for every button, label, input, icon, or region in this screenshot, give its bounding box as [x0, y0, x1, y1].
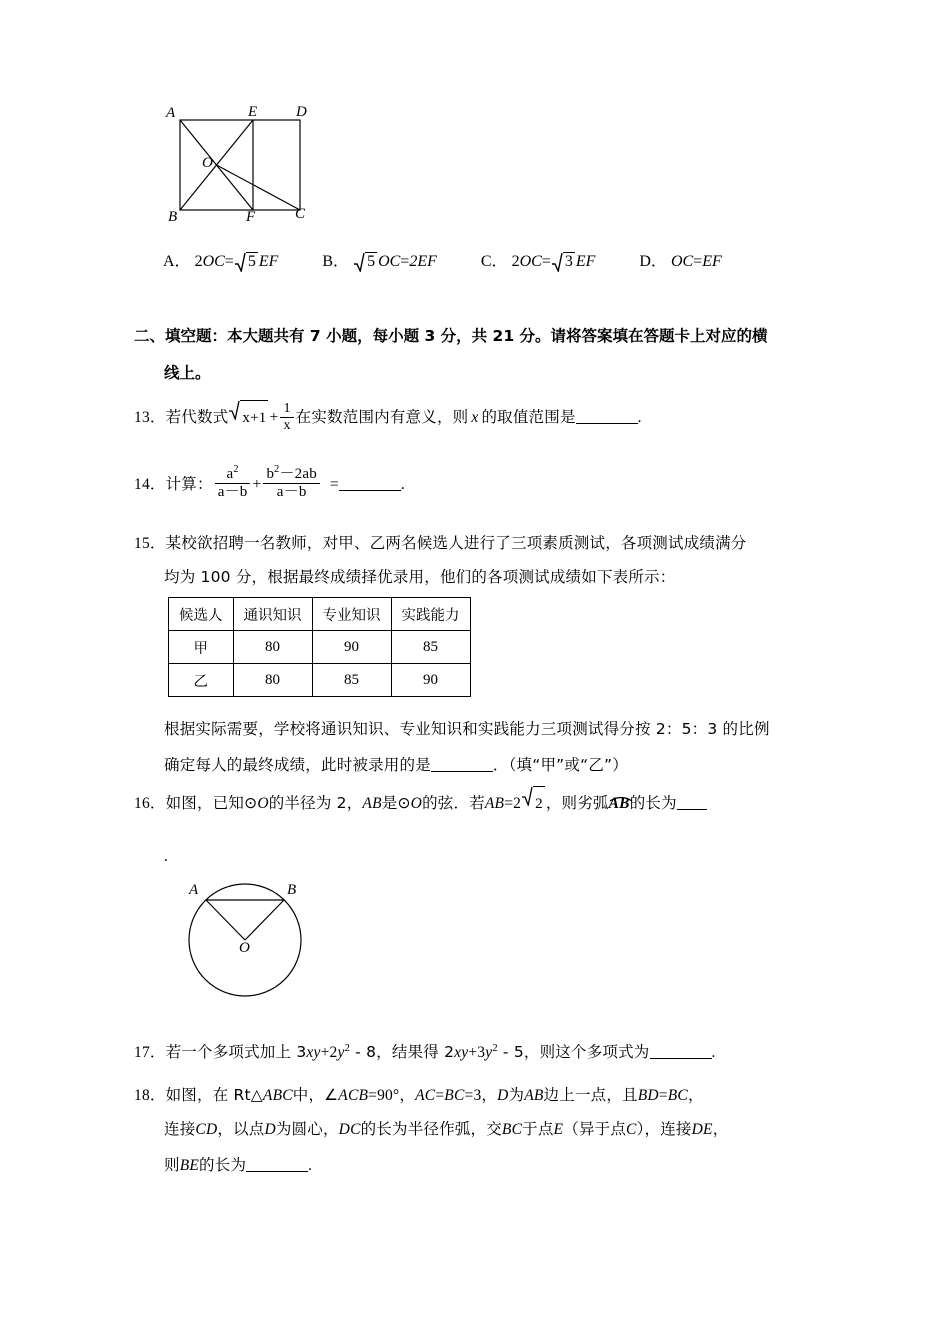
q16-mid3: 的弦．若	[422, 794, 485, 812]
q16-lead: 如图，已知⊙	[165, 794, 258, 812]
q13-lead: 若代数式	[165, 408, 229, 426]
question-16-period: .	[164, 848, 169, 865]
choice-b-radicand: 5	[367, 253, 376, 270]
q18-l3-a: 则	[164, 1156, 180, 1174]
table-row	[169, 631, 471, 664]
question-13	[134, 400, 642, 435]
table-row	[169, 664, 471, 697]
q16-number: 16．	[134, 795, 166, 812]
circle-label-B: B	[287, 882, 297, 898]
q18-l2-o: ，	[712, 1120, 729, 1138]
rect-label-B: B	[168, 209, 178, 225]
choice-c-term1: OC	[519, 253, 542, 270]
q16-radical	[522, 786, 545, 821]
q14-frac1-numerator	[215, 466, 251, 483]
choice-c[interactable]	[481, 248, 596, 271]
choice-d-term2: EF	[702, 253, 722, 270]
q18-l2-k: （异于点	[563, 1120, 627, 1138]
q18-l1-i: =3，	[464, 1087, 498, 1104]
q18-segment-cd: CD	[195, 1121, 218, 1138]
q18-number: 18．	[134, 1087, 166, 1104]
q17-plus-2: +3	[468, 1044, 486, 1061]
q14-fraction-1	[215, 466, 251, 501]
q18-segment-bc-3: BC	[501, 1121, 523, 1138]
q16-mid4: ，则劣弧	[545, 794, 609, 812]
q18-segment-de: DE	[691, 1121, 713, 1138]
q18-l2-m: ），连接	[636, 1120, 692, 1138]
row-jia-professional: 90	[312, 631, 391, 664]
q14-plus: +	[252, 475, 262, 493]
q18-l1-o: =	[658, 1087, 668, 1104]
radical-tick-icon	[235, 252, 246, 271]
q13-variable: x	[471, 409, 479, 426]
q18-point-e: E	[553, 1121, 564, 1138]
choice-c-coef: 2	[511, 253, 520, 270]
choice-a-term2: EF	[258, 253, 279, 270]
q16-chord-ab-1: AB	[362, 795, 382, 812]
q14-frac1-num-base: a	[226, 466, 234, 482]
candidate-scores-table	[168, 597, 471, 697]
radical-tick-icon	[229, 400, 240, 435]
circle-label-A: A	[189, 882, 199, 898]
rect-label-C: C	[295, 206, 306, 222]
q17-plus-1: +2	[320, 1044, 338, 1061]
q13-fraction	[280, 401, 293, 433]
q17-exponent-2: 2	[492, 1042, 498, 1054]
q17-number: 17．	[134, 1044, 166, 1061]
q14-answer-blank[interactable]	[339, 475, 401, 491]
question-15-line3: 根据实际需要，学校将通识知识、专业知识和实践能力三项测试得分按 2：5：3 的比例	[164, 720, 770, 738]
q13-plus: +	[269, 409, 279, 426]
q18-segment-ac: AC	[415, 1087, 436, 1104]
choice-a-term1: OC	[202, 253, 225, 270]
q13-radical	[229, 400, 268, 435]
q13-number: 13．	[134, 409, 166, 426]
q18-triangle-abc: ABC	[262, 1087, 293, 1104]
q14-frac2-num-base: b	[266, 466, 275, 482]
rect-label-O: O	[202, 155, 213, 171]
q18-segment-bc-2: BC	[667, 1087, 688, 1104]
rect-label-F: F	[246, 209, 256, 225]
question-18-line2	[164, 1112, 728, 1147]
choice-c-rel: =	[541, 253, 551, 270]
q18-point-c: C	[626, 1121, 637, 1138]
q16-circle-o-2: O	[410, 795, 423, 812]
question-17	[134, 1035, 716, 1070]
choice-b-term1: OC	[378, 253, 401, 270]
q17-term-y-2: y	[485, 1044, 493, 1061]
choice-a-rel: =	[224, 253, 234, 270]
q18-l1-k: 为	[508, 1086, 525, 1104]
table-header-professional-knowledge: 专业知识	[312, 598, 391, 631]
choice-b-label: B．	[322, 253, 350, 270]
q13-tail2: 的取值范围是	[481, 408, 576, 426]
row-jia-practical: 85	[391, 631, 470, 664]
rect-label-E: E	[248, 104, 258, 120]
q18-l2-c: ，以点	[217, 1120, 265, 1138]
table-header-general-knowledge: 通识知识	[233, 598, 312, 631]
q18-segment-bd: BD	[637, 1087, 659, 1104]
question-15-line2: 均为 100 分，根据最终成绩择优录用，他们的各项测试成绩如下表所示：	[164, 568, 676, 586]
q14-lead: 计算：	[165, 474, 213, 493]
q13-radicand: x+1	[240, 400, 268, 435]
q17-answer-blank[interactable]	[650, 1043, 712, 1059]
row-yi-professional: 85	[312, 664, 391, 697]
radical-tick-icon	[354, 252, 365, 271]
q18-l2-g: 的长为半径作弧，交	[360, 1120, 502, 1138]
q18-angle-acb: ACB	[338, 1087, 369, 1104]
q18-l1-q: ，	[687, 1086, 704, 1104]
q14-frac2-num-rest: －2ab	[279, 466, 317, 482]
q17-term-xy-1: xy	[306, 1044, 321, 1061]
q14-frac2-num-exponent: 2	[274, 464, 280, 475]
q13-tail: 在实数范围内有意义，则	[295, 408, 469, 426]
q13-answer-blank[interactable]	[576, 408, 638, 424]
q17-term-y-1: y	[337, 1044, 345, 1061]
q16-answer-blank[interactable]	[677, 794, 707, 810]
q18-l2-i: 于点	[522, 1120, 554, 1138]
choice-a-label: A．	[163, 253, 191, 270]
rectangle-figure-svg	[160, 105, 360, 230]
q14-frac2-denominator: a－b	[263, 483, 319, 501]
choice-b-radical	[354, 252, 377, 271]
q14-frac2-numerator	[263, 466, 319, 483]
q16-equals: =2	[504, 795, 522, 812]
q16-circle-o-1: O	[257, 795, 269, 812]
q14-number: 14．	[134, 475, 166, 493]
q14-frac1-denominator: a－b	[215, 483, 251, 501]
arc-overline-icon	[609, 781, 630, 787]
q18-segment-ab: AB	[524, 1087, 544, 1104]
q16-tail: 的长为	[629, 794, 677, 812]
question-16	[134, 786, 707, 821]
section-heading-line2: 线上。	[164, 364, 211, 382]
q18-l1-c: 中，∠	[292, 1086, 339, 1104]
q17-minus-2: - 5，则这个多项式为	[497, 1043, 650, 1061]
choices-row	[163, 248, 903, 271]
choice-d-term1: OC	[670, 253, 694, 270]
table-header-row	[169, 598, 471, 631]
q18-l2-e: 为圆心，	[275, 1120, 339, 1138]
choice-d-label: D．	[639, 253, 667, 270]
q18-answer-blank[interactable]	[246, 1156, 308, 1172]
radical-tick-icon	[552, 252, 563, 271]
q13-period: .	[637, 409, 642, 426]
q18-l1-e: =90°，	[368, 1087, 416, 1104]
circle-figure	[165, 862, 365, 1022]
row-yi-general: 80	[233, 664, 312, 697]
q14-frac1-num-exponent: 2	[233, 464, 239, 475]
rect-label-D: D	[296, 104, 307, 120]
q17-term-xy-2: xy	[454, 1044, 469, 1061]
q16-mid2: 是⊙	[381, 794, 411, 812]
q16-chord-ab-2: AB	[484, 795, 505, 812]
q15-line1-text: 某校欲招聘一名教师，对甲、乙两名候选人进行了三项素质测试，各项测试成绩满分	[165, 534, 747, 552]
choice-a-radicand: 5	[247, 253, 256, 270]
q16-arc-label: AB	[608, 795, 630, 812]
q15-line4-lead: 确定每人的最终成绩，此时被录用的是	[164, 756, 431, 774]
q17-period: .	[711, 1044, 716, 1061]
choice-c-label: C．	[480, 253, 508, 270]
table-header-candidate: 候选人	[169, 598, 234, 631]
section-heading-line1: 二、填空题：本大题共有 7 小题，每小题 3 分，共 21 分。请将答案填在答题卡上对应的横	[134, 327, 768, 345]
choice-d-rel: =	[693, 253, 703, 270]
q18-l1-g: =	[435, 1087, 445, 1104]
radical-tick-icon	[522, 786, 533, 821]
q14-period: .	[400, 475, 405, 493]
row-yi-name: 乙	[169, 664, 234, 697]
question-15-line1	[134, 526, 747, 561]
q18-l1-m: 边上一点，且	[543, 1086, 638, 1104]
choice-b[interactable]	[322, 248, 437, 271]
q18-point-d-2: D	[264, 1121, 276, 1138]
q13-frac-denominator: x	[280, 417, 293, 434]
choice-b-term2: 2EF	[409, 253, 437, 270]
q14-fraction-2	[263, 466, 319, 501]
q15-answer-blank[interactable]	[431, 756, 493, 772]
rectangle-figure	[160, 105, 360, 230]
choice-b-rel: =	[400, 253, 410, 270]
circle-label-O: O	[239, 940, 250, 956]
choice-c-radical	[552, 252, 575, 271]
q17-lead: 若一个多项式加上 3	[165, 1043, 307, 1061]
choice-d[interactable]	[639, 248, 721, 271]
row-yi-practical: 90	[391, 664, 470, 697]
table-header-practical-ability: 实践能力	[391, 598, 470, 631]
choice-a[interactable]	[163, 248, 278, 271]
rect-label-A: A	[166, 105, 176, 121]
q16-arc-ab	[609, 786, 630, 821]
q18-period: .	[308, 1157, 313, 1174]
q17-exponent-1: 2	[344, 1042, 351, 1054]
q17-minus-1: - 8，结果得 2	[350, 1043, 455, 1061]
choice-c-radicand: 3	[564, 253, 573, 270]
question-14	[134, 466, 405, 502]
q15-number: 15．	[134, 535, 166, 552]
question-18-line3	[164, 1148, 312, 1183]
q16-mid1: 的半径为 2，	[268, 794, 363, 812]
choice-a-coef: 2	[194, 253, 203, 270]
q18-l1-a: 如图，在 Rt△	[165, 1086, 263, 1104]
choice-a-radical	[235, 252, 258, 271]
row-jia-name: 甲	[169, 631, 234, 664]
q18-segment-bc-1: BC	[444, 1087, 465, 1104]
q13-frac-numerator: 1	[283, 401, 291, 417]
q18-l3-c: 的长为	[199, 1156, 247, 1174]
q15-line4-tail: ．（填“甲”或“乙”）	[492, 756, 628, 774]
q14-equals: =	[329, 475, 339, 493]
choice-c-term2: EF	[575, 253, 596, 270]
q18-point-d-1: D	[497, 1087, 509, 1104]
question-18-line1	[134, 1078, 704, 1113]
question-15-line4	[164, 748, 628, 783]
q18-radius-dc: DC	[338, 1121, 361, 1138]
q18-segment-be: BE	[179, 1157, 200, 1174]
q16-radicand: 2	[533, 786, 545, 821]
q18-l2-a: 连接	[164, 1120, 196, 1138]
row-jia-general: 80	[233, 631, 312, 664]
